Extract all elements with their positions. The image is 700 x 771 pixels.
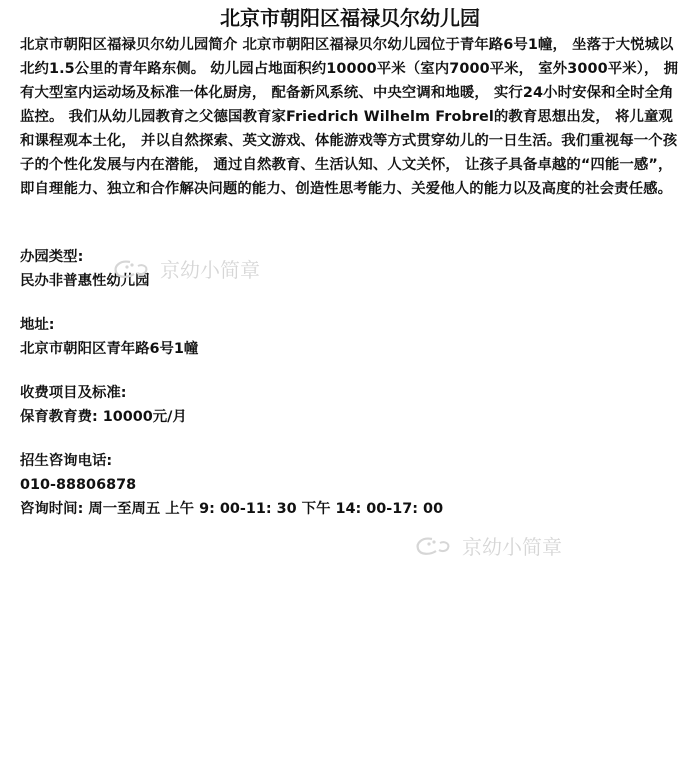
watermark [414,531,562,560]
school-type-value: 民办非普惠性幼儿园 [20,273,150,289]
contact-section [20,449,680,521]
watermark-text: 京幼小简章 [462,535,562,559]
address-section [20,313,680,361]
contact-phone: 010-88806878 [20,477,137,493]
school-type-label: 办园类型: [20,249,84,265]
contact-hours: 咨询时间: 周一至周五 上午 9: 00-11: 30 下午 14: 00-17: 00 [20,501,444,517]
watermark [112,254,260,283]
page-title: 北京市朝阳区福禄贝尔幼儿园 [220,6,480,30]
contact-label: 招生咨询电话: [20,453,113,469]
watermark-logo-icon [414,535,456,557]
address-value: 北京市朝阳区青年路6号1幢 [20,341,199,357]
intro-paragraph: 北京市朝阳区福禄贝尔幼儿园简介 北京市朝阳区福禄贝尔幼儿园位于青年路6号1幢， 坐落于大悦城以北约1.5公里的青年路东侧。 幼儿园占地面积约10000平米（室内7000平米， 室外3000平米）， 拥有大型室内运动场及标准一体化厨房， 配备新风系统、中央空调和地暖， 实行24小时安保和全时全角监控。 我们从幼儿园教育之父德国教育家Friedrich Wilhelm Frobrel的教育思想出发， 将儿童观和课程观本土化， 并以自然探索、英文游戏、体能游戏等方式贯穿幼儿的一日生活。我们重视每一个孩子的个性化发展与内在潜能， 通过自然教育、生活认知、人文关怀， 让孩子具备卓越的“四能一感”， 即自理能力、独立和合作解决问题的能力、创造性思考能力、关爱他人的能力以及高度的社会责任感。 [20,37,679,197]
fees-value: 保育教育费: 10000元/月 [20,409,187,425]
fees-section [20,381,680,429]
watermark-logo-icon [112,258,154,280]
fees-label: 收费项目及标准: [20,385,127,401]
watermark-text: 京幼小简章 [160,258,260,282]
address-label: 地址: [20,317,55,333]
